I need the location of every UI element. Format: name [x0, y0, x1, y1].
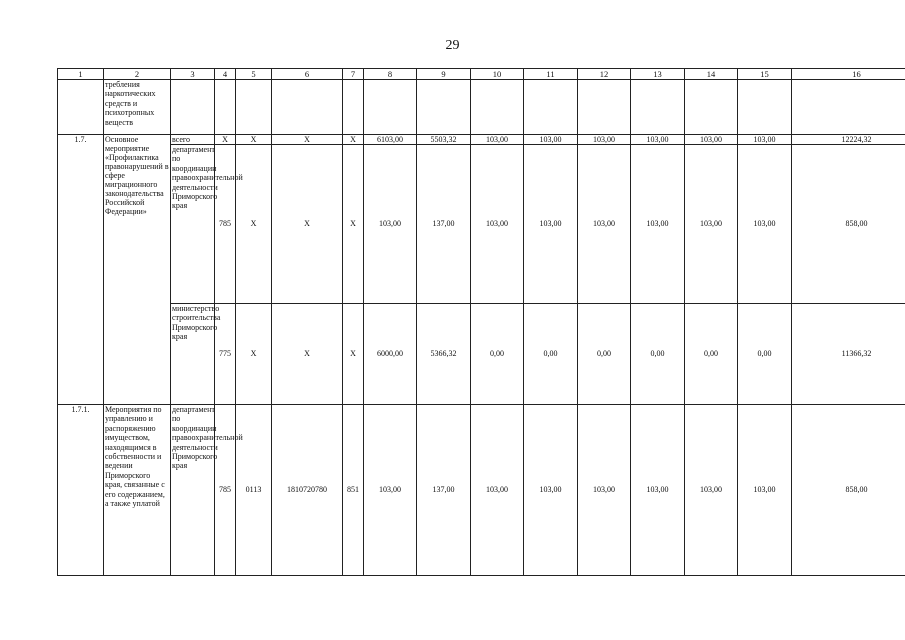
table-row [58, 304, 905, 405]
code-rzpr: X [236, 135, 272, 145]
row-number: 1.7.1. [58, 405, 104, 576]
value-cell: 103,00 [471, 135, 524, 145]
value-total: 858,00 [792, 145, 905, 304]
value-cell: 0,00 [685, 304, 738, 405]
code-csr: X [272, 304, 343, 405]
value-cell [417, 80, 471, 135]
value-cell: 0,00 [524, 304, 578, 405]
code-vr: X [343, 135, 364, 145]
value-cell: 103,00 [685, 405, 738, 576]
code-grbs: 785 [215, 405, 236, 576]
header-cell: 15 [738, 69, 792, 80]
executor: всего [171, 135, 215, 145]
value-cell: 103,00 [738, 145, 792, 304]
value-cell: 103,00 [631, 145, 685, 304]
table-row [58, 135, 905, 145]
activity-name: Основное мероприятие «Профилактика правонарушений в сфере миграционного законодательства Российской Федерации» [104, 135, 171, 405]
value-cell: 6103,00 [364, 135, 417, 145]
header-cell: 12 [578, 69, 631, 80]
code-vr: 851 [343, 405, 364, 576]
activity-name: Мероприятия по управлению и распоряжению имуществом, находящимся в собственности и ведении Приморского края, связанные с его содержанием, а также уплатой [104, 405, 171, 576]
header-cell: 5 [236, 69, 272, 80]
value-cell: 103,00 [578, 145, 631, 304]
code-csr: 1810720780 [272, 405, 343, 576]
code-rzpr: X [236, 304, 272, 405]
code-vr: X [343, 304, 364, 405]
value-cell: 103,00 [738, 135, 792, 145]
value-cell: 103,00 [524, 405, 578, 576]
header-cell: 8 [364, 69, 417, 80]
row-number [58, 80, 104, 135]
value-cell [738, 80, 792, 135]
value-cell: 103,00 [631, 135, 685, 145]
value-cell: 137,00 [417, 145, 471, 304]
code-vr: X [343, 145, 364, 304]
value-cell: 103,00 [524, 145, 578, 304]
value-cell: 103,00 [685, 145, 738, 304]
value-cell [364, 80, 417, 135]
value-cell: 103,00 [364, 405, 417, 576]
value-cell [524, 80, 578, 135]
value-cell: 103,00 [738, 405, 792, 576]
value-cell [685, 80, 738, 135]
value-cell: 103,00 [471, 405, 524, 576]
header-cell: 9 [417, 69, 471, 80]
value-cell: 0,00 [578, 304, 631, 405]
value-cell: 103,00 [631, 405, 685, 576]
table-row [58, 405, 905, 576]
value-cell [578, 80, 631, 135]
value-cell: 0,00 [631, 304, 685, 405]
value-cell: 137,00 [417, 405, 471, 576]
table-row [58, 145, 905, 304]
value-total [792, 80, 905, 135]
code-rzpr [236, 80, 272, 135]
budget-table [57, 68, 905, 576]
code-vr [343, 80, 364, 135]
value-cell: 0,00 [738, 304, 792, 405]
value-total: 858,00 [792, 405, 905, 576]
value-cell: 103,00 [578, 135, 631, 145]
value-cell: 6000,00 [364, 304, 417, 405]
header-cell: 10 [471, 69, 524, 80]
table-row [58, 80, 905, 135]
code-grbs: X [215, 135, 236, 145]
code-grbs: 785 [215, 145, 236, 304]
code-grbs: 775 [215, 304, 236, 405]
code-csr: X [272, 145, 343, 304]
executor [171, 80, 215, 135]
activity-name: требления наркотических средств и психотропных веществ [104, 80, 171, 135]
value-cell: 5366,32 [417, 304, 471, 405]
code-grbs [215, 80, 236, 135]
code-csr: X [272, 135, 343, 145]
header-cell: 7 [343, 69, 364, 80]
header-cell: 11 [524, 69, 578, 80]
header-cell: 4 [215, 69, 236, 80]
value-cell: 0,00 [471, 304, 524, 405]
value-cell: 103,00 [685, 135, 738, 145]
page-number: 29 [445, 38, 460, 53]
header-cell: 2 [104, 69, 171, 80]
value-cell: 103,00 [471, 145, 524, 304]
code-rzpr: X [236, 145, 272, 304]
executor: департамент по координации правоохранительной деятельности Приморского края [171, 145, 215, 304]
value-cell: 5503,32 [417, 135, 471, 145]
value-cell: 103,00 [364, 145, 417, 304]
value-cell: 103,00 [578, 405, 631, 576]
value-cell: 103,00 [524, 135, 578, 145]
code-rzpr: 0113 [236, 405, 272, 576]
header-cell: 1 [58, 69, 104, 80]
value-total: 11366,32 [792, 304, 905, 405]
row-number: 1.7. [58, 135, 104, 405]
executor: министерство строительства Приморского края [171, 304, 215, 405]
header-cell: 14 [685, 69, 738, 80]
header-cell: 3 [171, 69, 215, 80]
header-cell: 6 [272, 69, 343, 80]
value-cell [631, 80, 685, 135]
value-cell [471, 80, 524, 135]
header-row [58, 69, 905, 80]
header-cell: 16 [792, 69, 905, 80]
executor: департамент по координации правоохранительной деятельности Приморского края [171, 405, 215, 576]
code-csr [272, 80, 343, 135]
value-total: 12224,32 [792, 135, 905, 145]
header-cell: 13 [631, 69, 685, 80]
